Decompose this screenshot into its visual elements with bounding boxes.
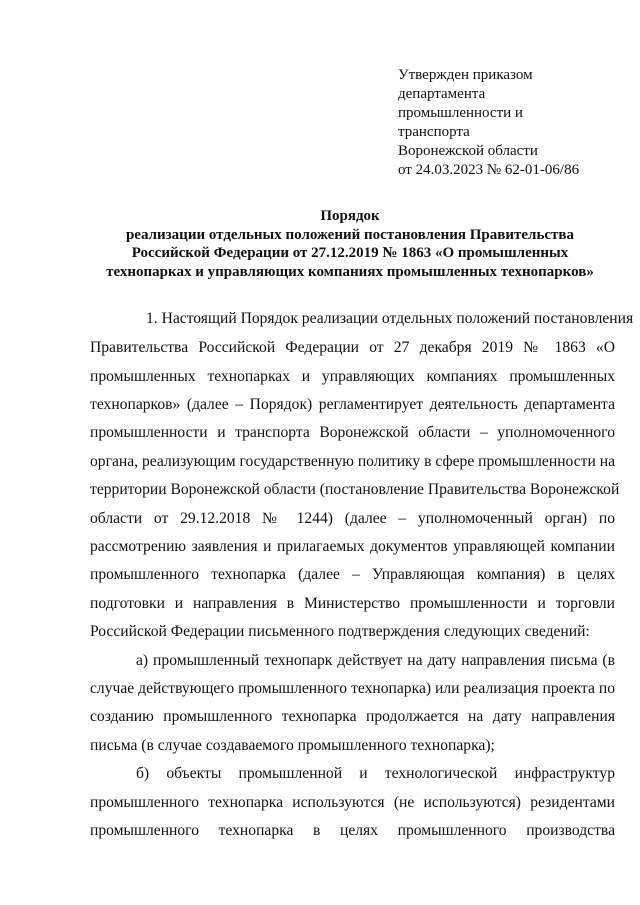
- paragraph-line: случае действующего промышленного технопарка) или реализация проекта по: [90, 680, 615, 697]
- title-line: реализации отдельных положений постановления Правительства: [125, 226, 575, 243]
- approval-line: промышленности и: [398, 105, 523, 121]
- paragraph-line: территории Воронежской области (постановление Правительства Воронежской: [90, 481, 620, 498]
- title-line: технопарках и управляющих компаниях промышленных технопарков»: [106, 263, 594, 280]
- document-title: [70, 207, 630, 281]
- approval-line: департамента: [398, 86, 486, 102]
- paragraph-line: а) промышленный технопарк действует на дату направления письма (в: [136, 652, 615, 669]
- paragraph-line: б) объекты промышленной и технологической инфраструктур: [136, 765, 615, 782]
- paragraph-line: промышленного технопарка в целях промышленного производства: [90, 822, 615, 839]
- approval-line: Воронежской области: [398, 143, 538, 159]
- paragraph-line: Правительства Российской Федерации от 27 декабря 2019 № 1863 «О: [90, 339, 615, 356]
- paragraph-line: подготовки и направления в Министерство промышленности и торговли: [90, 595, 615, 612]
- paragraph-line: промышленных технопарках и управляющих компаниях промышленных: [90, 368, 615, 385]
- paragraph-line: Российской Федерации письменного подтверждения следующих сведений:: [90, 623, 590, 640]
- paragraph-line: 1. Настоящий Порядок реализации отдельных положений постановления: [146, 310, 634, 327]
- paragraph-line: промышленного технопарка (далее – Управляющая компания) в целях: [90, 566, 615, 583]
- approval-stamp-block: [398, 66, 628, 180]
- paragraph-line: промышленного технопарка используются (не используются) резидентами: [90, 794, 615, 811]
- title-heading: Порядок: [320, 208, 380, 224]
- paragraph-line: технопарков» (далее – Порядок) регламентирует деятельность департамента: [90, 396, 615, 413]
- paragraph-line: рассмотрению заявления и прилагаемых документов управляющей компании: [90, 538, 615, 555]
- paragraph-line: промышленности и транспорта Воронежской области – уполномоченного: [90, 424, 615, 441]
- title-line: Российской Федерации от 27.12.2019 № 1863 «О промышленных: [131, 245, 569, 261]
- paragraph-line: области от 29.12.2018 № 1244) (далее – уполномоченный орган) по: [90, 510, 615, 527]
- paragraph-line: органа, реализующим государственную политику в сфере промышленности на: [90, 453, 615, 470]
- approval-line: Утвержден приказом: [398, 67, 533, 83]
- approval-order-number: от 24.03.2023 № 62-01-06/86: [398, 162, 580, 178]
- paragraph-line: созданию промышленного технопарка продолжается на дату направления: [90, 708, 615, 725]
- approval-line: транспорта: [398, 124, 470, 140]
- paragraph-line: письма (в случае создаваемого промышленного технопарка);: [90, 737, 495, 754]
